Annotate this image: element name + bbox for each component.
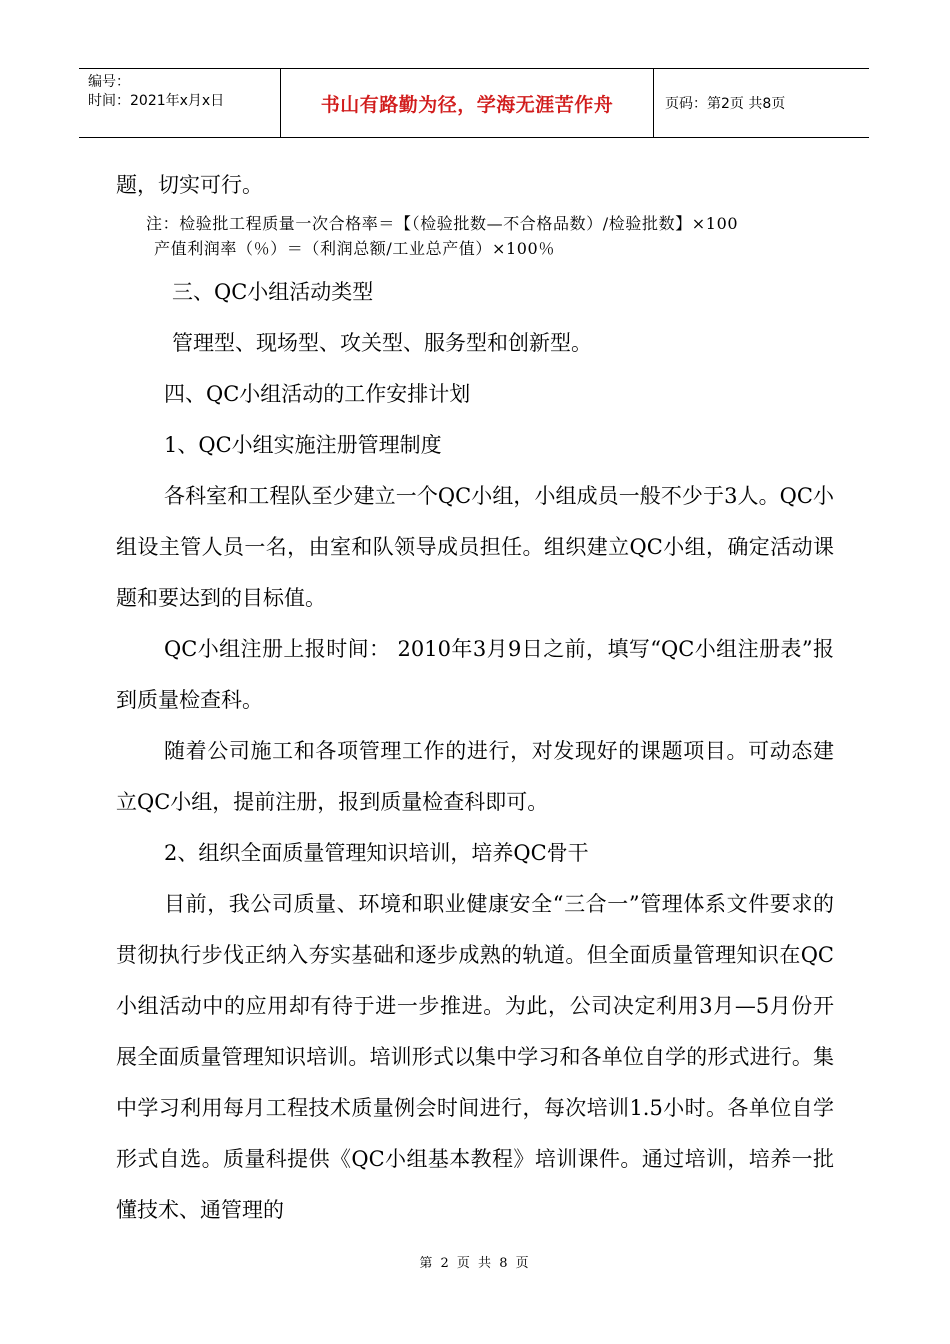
header-meta <box>79 69 281 137</box>
paragraph-continuation: 题，切实可行。 <box>116 173 263 197</box>
paragraph-registration-deadline: QC小组注册上报时间： 2010年3月9日之前，填写“QC小组注册表”报到质量检查科。 <box>116 637 834 712</box>
paragraph-training-plan: 目前，我公司质量、环境和职业健康安全“三合一”管理体系文件要求的贯彻执行步伐正纳入夯实基础和逐步成熟的轨道。但全面质量管理知识在QC小组活动中的应用却有待于进一步推进。为此，公司决定利用3月—5月份开展全面质量管理知识培训。培训形式以集中学习和各单位自学的形式进行。集中学习利用每月工程技术质量例会时间进行，每次培训1.5小时。各单位自学形式自选。质量科提供《QC小组基本教程》培训课件。通过培训，培养一批懂技术、通管理的 <box>116 892 834 1222</box>
paragraph-activity-types: 管理型、现场型、攻关型、服务型和创新型。 <box>172 331 592 355</box>
section-heading-4: 四、QC小组活动的工作安排计划 <box>164 382 471 406</box>
paragraph-group-setup: 各科室和工程队至少建立一个QC小组，小组成员一般不少于3人。QC小组设主管人员一名，由室和队领导成员担任。组织建立QC小组，确定活动课题和要达到的目标值。 <box>116 484 834 610</box>
header-motto: 书山有路勤为径，学海无涯苦作舟 <box>281 69 654 137</box>
section-heading-3: 三、QC小组活动类型 <box>172 280 374 304</box>
date-label: 时间：2021年x月x日 <box>88 93 225 109</box>
header-page-info: 页码：第2页 共8页 <box>665 96 786 112</box>
note-profit-rate-formula: 产值利润率（％）＝（利润总额/工业总产值）×100％ <box>154 239 555 258</box>
page-footer: 第 2 页 共 8 页 <box>419 1256 531 1271</box>
subheading-registration: 1、QC小组实施注册管理制度 <box>164 433 442 457</box>
paragraph-dynamic-setup: 随着公司施工和各项管理工作的进行，对发现好的课题项目。可动态建立QC小组，提前注册，报到质量检查科即可。 <box>116 739 834 814</box>
note-pass-rate-formula: 注：检验批工程质量一次合格率＝【（检验批数—不合格品数）/检验批数】×100 <box>146 214 739 233</box>
subheading-training: 2、组织全面质量管理知识培训，培养QC骨干 <box>164 841 589 865</box>
serial-number-label: 编号： <box>88 74 130 90</box>
page-header <box>79 68 869 138</box>
document-body <box>116 160 834 1236</box>
